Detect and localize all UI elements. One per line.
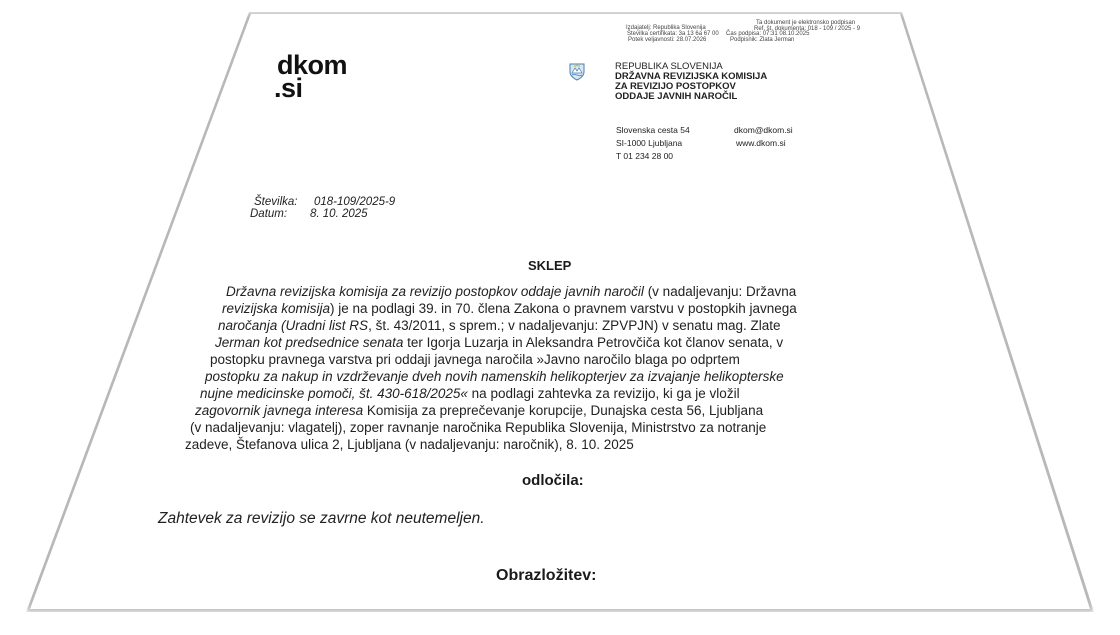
address-city: SI-1000 Ljubljana xyxy=(616,138,683,148)
date-label: Datum: xyxy=(250,208,288,220)
institution-line4: ODDAJE JAVNIH NAROČIL xyxy=(615,91,738,102)
document-number xyxy=(254,196,395,208)
institution-line1: REPUBLIKA SLOVENIJA xyxy=(615,61,723,72)
body-line: naročanja (Uradni list RS, št. 43/2011, s sprem.; v nadaljevanju: ZPVPJN) v senatu mag. Zlate xyxy=(218,318,781,333)
address-block xyxy=(616,124,690,163)
number-label: Številka: xyxy=(254,196,298,208)
logo-line2: .si xyxy=(274,73,303,103)
contact-email[interactable]: dkom@dkom.si xyxy=(734,125,793,135)
address-phone: T 01 234 28 00 xyxy=(616,151,674,161)
address-street: Slovenska cesta 54 xyxy=(616,125,690,135)
body-line: (v nadaljevanju: vlagatelj), zoper ravnanje naročnika Republika Slovenija, Ministrstvo za notranje xyxy=(190,420,767,435)
sig-signer: Podpisnik: Zlata Jerman xyxy=(730,37,795,43)
institution-name xyxy=(615,62,767,102)
sig-validity: Potek veljavnosti: 28.07.2026 xyxy=(628,37,707,43)
body-line: Državna revizijska komisija za revizijo postopkov oddaje javnih naročil (v nadaljevanju: Državna xyxy=(226,284,797,299)
contact-web[interactable]: www.dkom.si xyxy=(736,138,786,148)
body-line: Jerman kot predsednice senata ter Igorja Luzarja in Aleksandra Petrovčiča kot članov senata, v xyxy=(215,335,784,350)
document-heading: SKLEP xyxy=(528,258,572,273)
sig-cert: Številka certifikata: 3a 13 6a 67 00 xyxy=(627,31,719,37)
document-date xyxy=(250,208,368,220)
dkom-logo xyxy=(274,50,348,103)
body-line: nujne medicinske pomoči, št. 430-618/2025« na podlagi zahtevka za revizijo, ki ga je vložil xyxy=(200,386,740,401)
contact-block xyxy=(734,124,793,150)
date-value: 8. 10. 2025 xyxy=(310,208,368,220)
decision-heading: odločila: xyxy=(522,472,584,489)
sig-ref: Ref. št. dokumenta: 018 - 109 / 2025 - 9 xyxy=(754,26,861,32)
coat-of-arms-icon xyxy=(569,63,585,81)
institution-line3: ZA REVIZIJO POSTOPKOV xyxy=(615,81,736,92)
body-line: zagovornik javnega interesa Komisija za preprečevanje korupcije, Dunajska cesta 56, Ljubljana xyxy=(195,403,764,418)
sig-signed-note: Ta dokument je elektronsko podpisan xyxy=(756,20,856,26)
reasoning-heading: Obrazložitev: xyxy=(496,567,597,584)
signature-block xyxy=(626,20,876,44)
logo-line1: dkom xyxy=(277,50,348,80)
body-line: postopku pravnega varstva pri oddaji javnega naročila »Javno naročilo blaga po odprtem xyxy=(210,352,740,367)
sig-time: Čas podpisa: 07:31 08.10.2025 xyxy=(726,31,810,37)
institution-line2: DRŽAVNA REVIZIJSKA KOMISIJA xyxy=(615,71,768,82)
number-value: 018-109/2025-9 xyxy=(314,196,396,208)
body-line: revizijska komisija) je na podlagi 39. in 70. člena Zakona o pravnem varstvu v postopkih javnega xyxy=(222,301,797,316)
body-line: postopku za nakup in vzdrževanje dveh novih namenskih helikopterjev za izvajanje helikopterske xyxy=(205,369,784,384)
decision-text: Zahtevek za revizijo se zavrne kot neutemeljen. xyxy=(158,510,485,527)
body-line: zadeve, Štefanova ulica 2, Ljubljana (v nadaljevanju: naročnik), 8. 10. 2025 xyxy=(185,437,634,452)
sig-issuer: Izdajatelj: Republika Slovenija xyxy=(626,25,706,31)
